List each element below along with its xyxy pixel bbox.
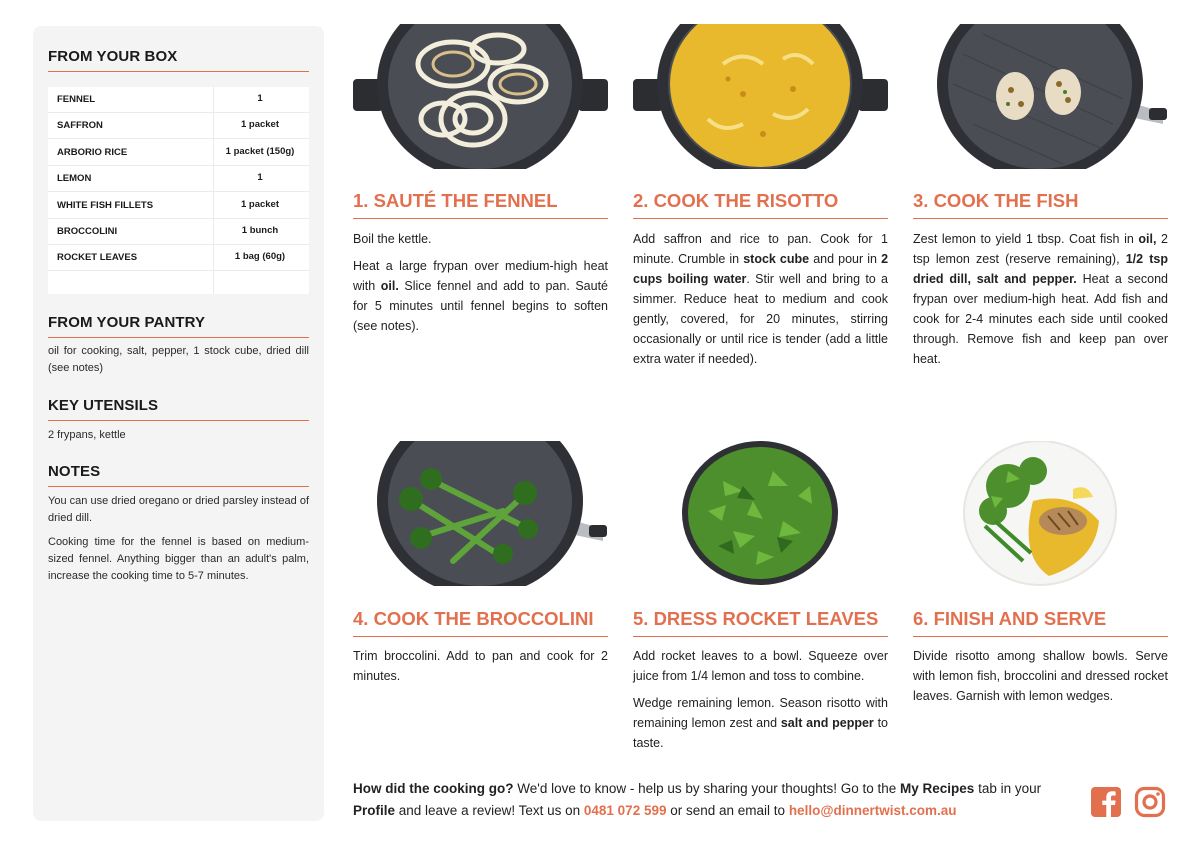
step-title-rule: [913, 636, 1168, 637]
instruction-text: Heat a large frypan over medium-high heat with: [353, 259, 608, 293]
ingredient-name: LEMON: [57, 173, 92, 185]
pantry-text: oil for cooking, salt, pepper, 1 stock cube, dried dill (see notes): [48, 345, 309, 374]
pan-risotto-icon: [633, 24, 888, 169]
footer-text: tab in your: [974, 781, 1042, 796]
ingredient-row: [48, 166, 309, 192]
ingredient-name: ROCKET LEAVES: [57, 252, 138, 264]
instruction-text: and pour in: [809, 252, 882, 266]
step-title-rule: [353, 636, 608, 637]
instruction-paragraph: [353, 229, 608, 249]
box-heading: FROM YOUR BOX: [48, 48, 178, 65]
step-instructions: [913, 229, 1168, 376]
footer-emphasis: My Recipes: [900, 781, 975, 796]
sidebar: [33, 26, 324, 821]
footer-text: or send an email to: [666, 803, 789, 818]
contact-link[interactable]: 0481 072 599: [583, 803, 667, 818]
footer-emphasis: Profile: [353, 803, 396, 818]
instruction-emphasis: 1/2 tsp dried dill, salt and pepper.: [913, 252, 1168, 286]
utensils-heading-rule: [48, 420, 309, 421]
instruction-paragraph: [633, 693, 888, 753]
instruction-text: Divide risotto among shallow bowls. Serve with lemon fish, broccolini and dressed rocket leaves. Garnish with lemon wedges.: [913, 649, 1168, 703]
instruction-paragraph: [913, 229, 1168, 369]
ingredient-row: [48, 113, 309, 139]
instruction-emphasis: stock cube: [743, 252, 810, 266]
pantry-heading-rule: [48, 337, 309, 338]
note-1: You can use dried oregano or dried parsley instead of dried dill.: [48, 495, 309, 524]
ingredient-row: [48, 87, 309, 113]
instruction-text: Add saffron and rice to pan. Cook for 1 minute. Crumble in: [633, 232, 888, 266]
step-instructions: [633, 646, 888, 760]
instruction-text: Add rocket leaves to a bowl. Squeeze over juice from 1/4 lemon and toss to combine.: [633, 649, 888, 683]
ingredient-qty: 1 bag (60g): [234, 251, 286, 263]
ingredient-qty: 1 packet (150g): [225, 145, 295, 157]
instruction-emphasis: oil,: [1138, 232, 1157, 246]
step-title-rule: [633, 636, 888, 637]
ingredients-table: [48, 87, 309, 294]
step-title: 2. COOK THE RISOTTO: [633, 190, 839, 211]
footer-text: and leave a review! Text us on: [395, 803, 584, 818]
instruction-text: Slice fennel and add to pan. Sauté for 5 minutes until fennel begins to soften (see notes).: [353, 279, 609, 333]
step-title: 3. COOK THE FISH: [913, 190, 1079, 211]
ingredient-row: [48, 219, 309, 245]
instruction-text: Wedge remaining lemon. Season risotto with remaining lemon zest and: [633, 696, 888, 730]
instruction-text: . Stir well and bring to a simmer. Reduce heat to medium and cook gently, covered, for 20 minutes, stirring occasionally or until rice is tender (add a little extra water if needed).: [633, 272, 888, 366]
footer-text: We'd love to know - help us by sharing your thoughts! Go to the: [513, 781, 901, 796]
instruction-paragraph: [633, 646, 888, 686]
feedback-footer: [353, 778, 1073, 822]
contact-link[interactable]: hello@dinnertwist.com.au: [788, 803, 957, 818]
ingredient-qty: 1: [257, 93, 263, 104]
ingredient-row: [48, 245, 309, 271]
box-heading-rule: [48, 71, 309, 72]
note-2: Cooking time for the fennel is based on medium-sized fennel. Anything bigger than an adult's palm, increase the cooking time to 5-7 minutes.: [48, 536, 309, 582]
instruction-emphasis: salt and pepper: [780, 716, 874, 730]
bowl-rocket-icon: [633, 441, 888, 586]
ingredient-row: [48, 193, 309, 219]
step-instructions: [913, 646, 1168, 713]
instruction-paragraph: [633, 229, 888, 369]
instruction-text: to taste.: [633, 716, 888, 750]
instruction-text: Trim broccolini. Add to pan and cook for 2 minutes.: [353, 649, 608, 683]
ingredient-row: [48, 140, 309, 166]
instruction-emphasis: 2 cups boiling water: [633, 252, 889, 286]
pan-broccolini-icon: [353, 441, 608, 586]
step-title: 6. FINISH AND SERVE: [913, 608, 1107, 629]
step-instructions: [353, 646, 608, 693]
ingredient-name: FENNEL: [57, 94, 95, 105]
ingredient-qty: 1 bunch: [241, 225, 279, 236]
instruction-paragraph: [913, 646, 1168, 706]
ingredient-name: BROCCOLINI: [57, 226, 118, 237]
instruction-emphasis: oil.: [380, 279, 399, 293]
instruction-paragraph: [353, 256, 608, 336]
step-title-rule: [913, 218, 1168, 219]
step-title: 1. SAUTÉ THE FENNEL: [353, 190, 558, 211]
ingredient-name: WHITE FISH FILLETS: [57, 199, 154, 211]
step-title: 5. DRESS ROCKET LEAVES: [633, 608, 879, 629]
ingredient-qty: 1 packet: [240, 119, 280, 131]
step-title-rule: [633, 218, 888, 219]
step-title: 4. COOK THE BROCCOLINI: [353, 608, 594, 629]
notes-heading: NOTES: [48, 463, 101, 480]
utensils-heading: KEY UTENSILS: [48, 397, 159, 414]
instruction-text: 2 tsp lemon zest (reserve remaining),: [913, 232, 1168, 266]
facebook-icon[interactable]: [1090, 786, 1122, 818]
notes-heading-rule: [48, 486, 309, 487]
ingredient-qty: 1 packet: [240, 198, 280, 210]
instruction-text: Zest lemon to yield 1 tbsp. Coat fish in: [913, 232, 1139, 246]
plate-serve-icon: [913, 441, 1168, 586]
ingredient-name: SAFFRON: [57, 120, 103, 132]
instruction-text: Boil the kettle.: [353, 232, 432, 246]
pan-fennel-icon: [353, 24, 608, 169]
ingredient-qty: 1: [257, 172, 263, 184]
ingredient-name: ARBORIO RICE: [57, 146, 128, 158]
step-instructions: [633, 229, 888, 376]
instagram-icon[interactable]: [1134, 786, 1166, 818]
footer-emphasis: How did the cooking go?: [353, 781, 514, 796]
step-title-rule: [353, 218, 608, 219]
instruction-paragraph: [353, 646, 608, 686]
utensils-text: 2 frypans, kettle: [48, 429, 126, 441]
pan-fish-icon: [913, 24, 1168, 169]
step-instructions: [353, 229, 608, 343]
instruction-text: Heat a second frypan over medium-high heat. Add fish and cook for 2-4 minutes each side until cooked through. Remove fish and keep pan over heat.: [913, 272, 1168, 366]
pantry-heading: FROM YOUR PANTRY: [48, 314, 206, 331]
